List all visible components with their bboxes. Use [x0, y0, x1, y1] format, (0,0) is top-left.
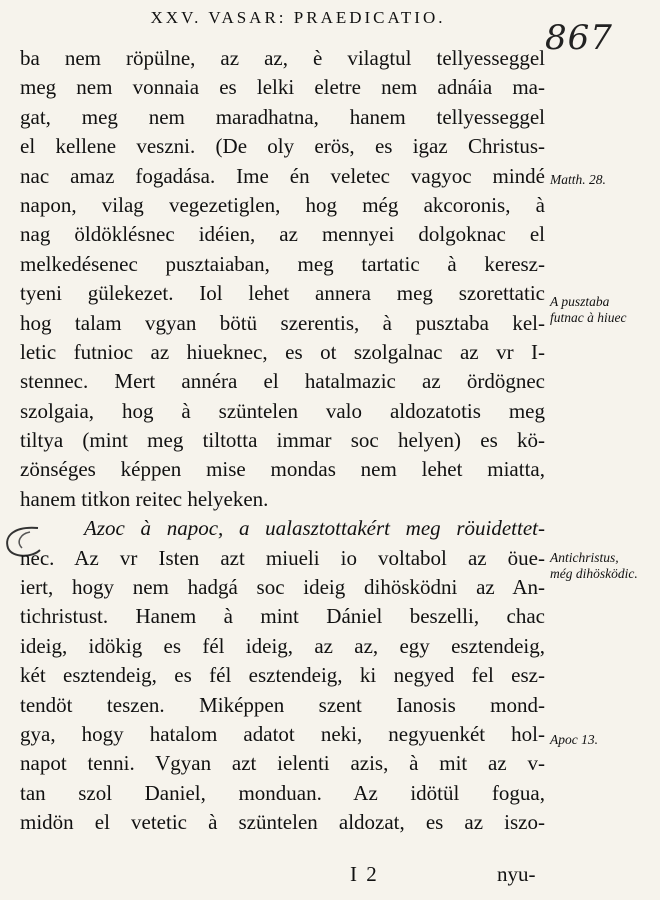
text-line: tichristust. Hanem à mint Dániel beszelli, chac [20, 604, 545, 629]
text-line: meg nem vonnaia es lelki eletre nem adnáia ma- [20, 75, 545, 100]
margin-note-text: még dihösködic. [550, 566, 638, 581]
margin-note-text: Matth. 28. [550, 172, 606, 187]
text-line: két esztendeig, es fél esztendeig, ki negyed fel esz- [20, 663, 545, 688]
running-head: XXV. VASAR: PRAEDICATIO. [150, 8, 446, 27]
text-line: letic futnioc az hiueknec, es ot szolgalnac az vr I- [20, 339, 545, 364]
text-line: hog talam vgyan bötü szerentis, à pusztaba kel- [20, 310, 545, 335]
folio-number: 867 [545, 18, 613, 58]
text-line: stennec. Mert annéra el hatalmazic az ördögnec [20, 369, 545, 394]
text-line: ideig, idökig es fél ideig, az az, egy esztendeig, [20, 633, 545, 658]
margin-note-text: A pusztaba [550, 294, 610, 309]
text-line: tendöt teszen. Miképpen szent Ianosis mond- [20, 692, 545, 717]
body-text [20, 44, 545, 838]
text-line: nec. Az vr Isten azt miueli io voltabol az öue- [20, 545, 545, 570]
text-line: napon, vilag vegezetiglen, hog még akcoronis, à [20, 192, 545, 217]
margin-note-matth [550, 172, 658, 188]
margin-note-text: futnac à hiuec [550, 310, 627, 325]
margin-note-text: Antichristus, [550, 550, 619, 565]
text-line: hanem titkon reitec helyeken. [20, 486, 269, 511]
text-line: iert, hogy nem hadgá soc ideig dihösködni az An- [20, 575, 545, 600]
text-line: tan szol Daniel, monduan. Az idötül fogua, [20, 780, 545, 805]
margin-note-apoc [550, 732, 658, 748]
catchword: nyu- [497, 862, 536, 886]
margin-note-antichristus [550, 550, 658, 582]
margin-note-puszta [550, 294, 658, 326]
signature-mark: I 2 [350, 862, 379, 886]
text-line: el kellene veszni. (De oly erös, es igaz Christus- [20, 134, 545, 159]
text-line: nag öldöklésnec idéien, az mennyei dolgoknac el [20, 222, 545, 247]
margin-note-text: Apoc 13. [550, 732, 598, 747]
text-line: tyeni gülekezet. Iol lehet annera meg szorettatic [20, 281, 545, 306]
text-line: melkedésenec pusztaiaban, meg tartatic à keresz- [20, 251, 545, 276]
text-line: napot tenni. Vgyan azt ielenti azis, à mit az v- [20, 751, 545, 776]
text-line: gat, meg nem maradhatna, hanem tellyesseggel [20, 104, 545, 129]
text-line: szolgaia, hog à szüntelen valo aldozatotis meg [20, 398, 545, 423]
italic-text-line: Azoc à napoc, a ualasztottakért meg röuidettet- [84, 516, 545, 541]
text-line: tiltya (mint meg tiltotta immar soc helyen) es kö- [20, 428, 545, 453]
text-line: midön el vetetic à szüntelen aldozat, es az iszo- [20, 810, 545, 835]
text-line: gya, hogy hatalom adatot neki, negyuenkét hol- [20, 721, 545, 746]
text-line: ba nem röpülne, az az, è vilagtul tellyesseggel [20, 46, 545, 70]
text-line: zönséges képpen mise mondas nem lehet miatta, [20, 457, 545, 482]
text-line: nac amaz fogadása. Ime én veletec vagyoc mindé [20, 163, 545, 188]
